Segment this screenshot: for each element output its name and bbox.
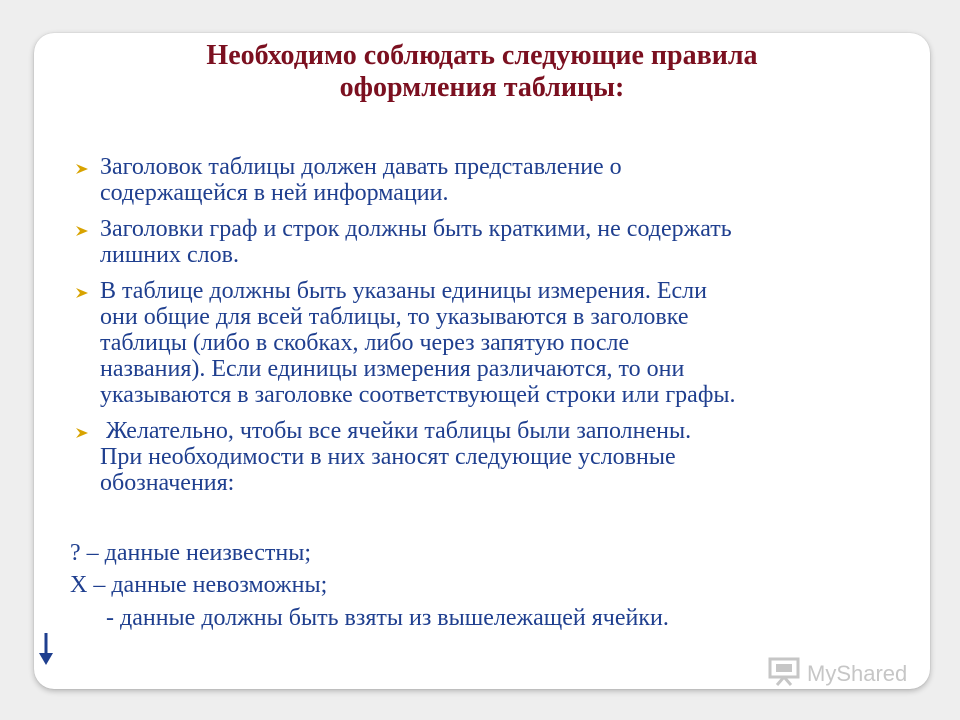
rule-line: Заголовки граф и строк должны быть краткими, не содержать bbox=[100, 216, 732, 242]
rule-line: они общие для всей таблицы, то указываются в заголовке bbox=[100, 304, 689, 330]
rule-line: Заголовок таблицы должен давать представление о bbox=[100, 154, 622, 180]
rule-line: В таблице должны быть указаны единицы измерения. Если bbox=[100, 278, 707, 304]
rule-line: При необходимости в них заносят следующие условные bbox=[100, 444, 676, 470]
rules-list bbox=[70, 154, 948, 504]
slide-title bbox=[34, 40, 930, 104]
rule-item bbox=[70, 418, 948, 496]
rule-item bbox=[70, 154, 948, 206]
watermark-logo bbox=[767, 656, 907, 692]
rule-line: обозначения: bbox=[100, 470, 235, 496]
bullet-arrow-icon bbox=[75, 225, 89, 237]
presentation-board-icon bbox=[767, 656, 801, 692]
rule-item bbox=[70, 216, 948, 268]
rule-item bbox=[70, 278, 948, 408]
note-unknown: ? – данные неизвестны; bbox=[70, 540, 312, 566]
rule-line: лишних слов. bbox=[100, 242, 239, 268]
slide-title-line-2: оформления таблицы: bbox=[339, 72, 625, 103]
bullet-arrow-icon bbox=[75, 287, 89, 299]
note-impossible: Х – данные невозможны; bbox=[70, 572, 328, 598]
rule-line: таблицы (либо в скобках, либо через запятую после bbox=[100, 330, 630, 356]
bullet-arrow-icon bbox=[75, 427, 89, 439]
watermark-text: MyShared bbox=[807, 661, 908, 686]
down-arrow-icon bbox=[38, 632, 54, 671]
note-from-above: - данные должны быть взяты из вышележащей ячейки. bbox=[106, 605, 669, 631]
bullet-arrow-icon bbox=[75, 163, 89, 175]
rule-line: указываются в заголовке соответствующей строки или графы. bbox=[100, 382, 736, 408]
slide-title-line-1: Необходимо соблюдать следующие правила bbox=[206, 40, 758, 71]
rule-line: содержащейся в ней информации. bbox=[100, 180, 449, 206]
rule-line: Желательно, чтобы все ячейки таблицы были заполнены. bbox=[100, 418, 692, 444]
rule-line: названия). Если единицы измерения различаются, то они bbox=[100, 356, 685, 382]
